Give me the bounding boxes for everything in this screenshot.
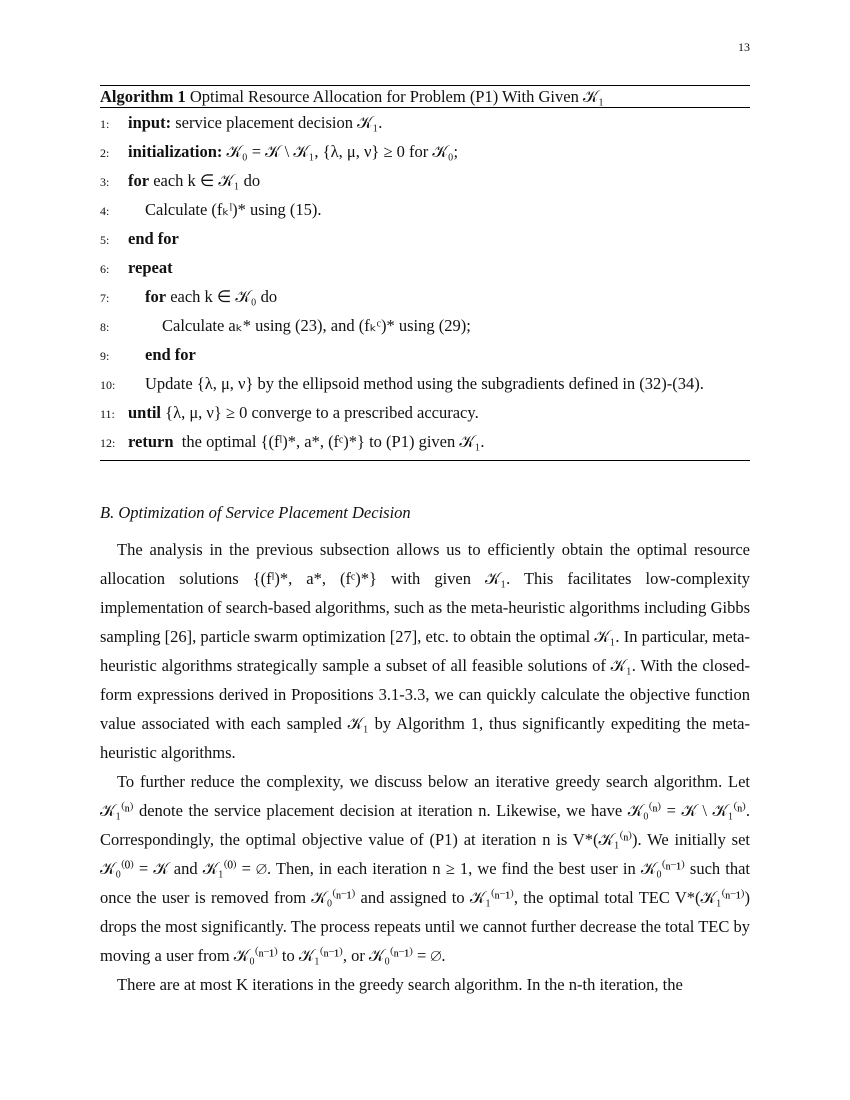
line-keyword: end for <box>128 229 179 248</box>
line-keyword: initialization: <box>128 142 223 161</box>
line-content <box>128 374 704 393</box>
algorithm-line <box>100 166 750 195</box>
algorithm-title: Optimal Resource Allocation for Problem (P1) With Given 𝒦₁ <box>189 87 605 106</box>
algorithm-line <box>100 282 750 311</box>
section-body <box>100 535 750 999</box>
line-number: 10: <box>100 378 116 392</box>
paragraph-1: The analysis in the previous subsection allows us to efficiently obtain the optimal resource allocation solutions {(fˡ)*, a*, (fᶜ)*} with given 𝒦₁. This facilitates low-complexity implementation of search-based algorithms, such as the meta-heuristic algorithms including Gibbs sampling [26], particle swarm optimization [27], etc. to obtain the optimal 𝒦₁. In particular, meta-heuristic algorithms strategically sample a subset of all feasible solutions of 𝒦₁. With the closed-form expressions derived in Propositions 3.1-3.3, we can quickly calculate the objective function value associated with each sampled 𝒦₁ by Algorithm 1, thus significantly expediting the meta-heuristic algorithms. <box>100 540 750 762</box>
algorithm-line <box>100 224 750 253</box>
line-content <box>128 316 471 335</box>
line-content <box>128 142 458 161</box>
line-content <box>128 345 196 364</box>
line-content <box>128 287 277 306</box>
line-number: 8: <box>100 320 110 334</box>
line-content <box>128 200 322 219</box>
line-text: 𝒦₀ = 𝒦 \ 𝒦₁, {λ, μ, ν} ≥ 0 for 𝒦₀; <box>222 142 459 161</box>
algorithm-line <box>100 369 750 398</box>
algorithm-lines <box>100 108 750 461</box>
line-text: Update {λ, μ, ν} by the ellipsoid method using the subgradients defined in (32)-(34). <box>145 374 704 393</box>
line-number: 7: <box>100 291 110 305</box>
algorithm-line <box>100 253 750 282</box>
algorithm-line <box>100 398 750 427</box>
line-number: 11: <box>100 407 115 421</box>
line-text: Calculate aₖ* using (23), and (fₖᶜ)* using (29); <box>162 316 471 335</box>
line-text: each k ∈ 𝒦₁ do <box>149 171 261 190</box>
line-content <box>128 258 173 277</box>
line-content <box>128 403 479 422</box>
line-content <box>128 171 260 190</box>
paragraph-3: There are at most K iterations in the greedy search algorithm. In the n-th iteration, the <box>117 975 683 994</box>
line-number: 1: <box>100 117 110 131</box>
line-keyword: return <box>128 432 174 451</box>
line-number: 6: <box>100 262 110 276</box>
line-content <box>128 229 179 248</box>
algorithm-line <box>100 108 750 137</box>
line-keyword: input: <box>128 113 172 132</box>
algorithm-line <box>100 340 750 369</box>
line-keyword: for <box>128 171 150 190</box>
line-keyword: for <box>145 287 167 306</box>
line-keyword: until <box>128 403 162 422</box>
line-text: {λ, μ, ν} ≥ 0 converge to a prescribed accuracy. <box>161 403 479 422</box>
line-keyword: repeat <box>128 258 173 277</box>
algorithm-line <box>100 137 750 166</box>
line-number: 5: <box>100 233 110 247</box>
line-keyword: end for <box>145 345 196 364</box>
line-text: Calculate (fₖˡ)* using (15). <box>145 200 322 219</box>
line-number: 4: <box>100 204 110 218</box>
line-text: each k ∈ 𝒦₀ do <box>166 287 278 306</box>
line-number: 3: <box>100 175 110 189</box>
algorithm-header <box>100 85 750 108</box>
line-content <box>128 432 485 451</box>
section-heading: B. Optimization of Service Placement Decision <box>100 503 411 522</box>
line-number: 2: <box>100 146 110 160</box>
page-number: 13 <box>738 40 750 54</box>
paragraph-2: To further reduce the complexity, we discuss below an iterative greedy search algorithm. Let 𝒦₁⁽ⁿ⁾ denote the service placement decision at iteration n. Likewise, we have 𝒦₀⁽ⁿ⁾ = 𝒦 \ 𝒦₁⁽ⁿ⁾. Correspondingly, the optimal objective value of (P1) at iteration n is V*(𝒦₁⁽ⁿ⁾). We initially set 𝒦₀⁽⁰⁾ = 𝒦 and 𝒦₁⁽⁰⁾ = ∅. Then, in each iteration n ≥ 1, we find the best user in 𝒦₀⁽ⁿ⁻¹⁾ such that once the user is removed from 𝒦₀⁽ⁿ⁻¹⁾ and assigned to 𝒦₁⁽ⁿ⁻¹⁾, the optimal total TEC V*(𝒦₁⁽ⁿ⁻¹⁾) drops the most significantly. The process repeats until we cannot further decrease the total TEC by moving a user from 𝒦₀⁽ⁿ⁻¹⁾ to 𝒦₁⁽ⁿ⁻¹⁾, or 𝒦₀⁽ⁿ⁻¹⁾ = ∅. <box>100 772 750 965</box>
line-text: service placement decision 𝒦₁. <box>171 113 383 132</box>
algorithm-line <box>100 195 750 224</box>
line-text: the optimal {(fˡ)*, a*, (fᶜ)*} to (P1) given 𝒦₁. <box>173 432 485 451</box>
line-number: 9: <box>100 349 110 363</box>
algorithm-label: Algorithm 1 <box>100 87 186 106</box>
line-content <box>128 113 382 132</box>
algorithm-box <box>100 85 750 461</box>
line-number: 12: <box>100 436 116 450</box>
algorithm-line <box>100 427 750 456</box>
algorithm-line <box>100 311 750 340</box>
